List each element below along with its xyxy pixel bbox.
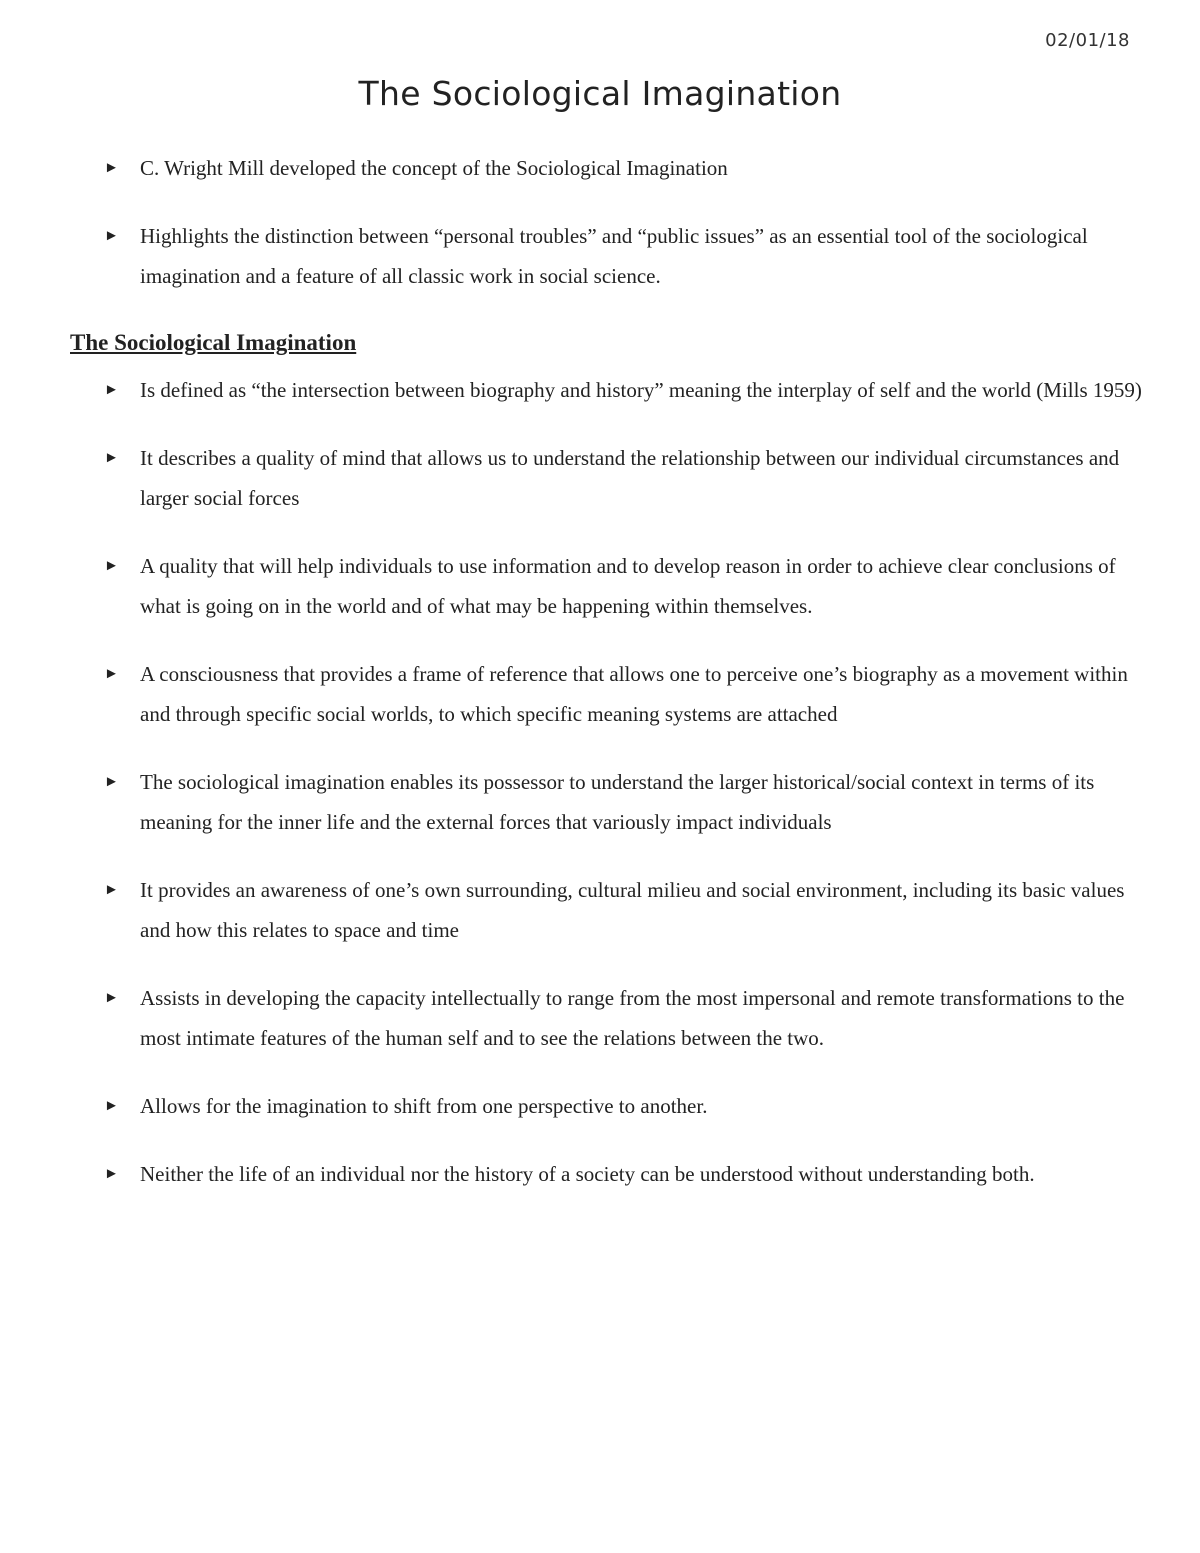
section-heading: The Sociological Imagination [70, 330, 357, 355]
list-item [102, 370, 1142, 410]
list-item-text: It describes a quality of mind that allows us to understand the relationship between our individual circumstances and larger social forces [140, 446, 1120, 510]
bullet-arrow-icon: ► [104, 160, 119, 176]
list-item [102, 1086, 1142, 1126]
list-item-text: Allows for the imagination to shift from one perspective to another. [140, 1094, 708, 1118]
list-item-text: It provides an awareness of one’s own surrounding, cultural milieu and social environment, including its basic values and how this relates to space and time [140, 878, 1125, 942]
section-bullet-list [102, 370, 1142, 1222]
list-item-text: Assists in developing the capacity intellectually to range from the most impersonal and remote transformations to the most intimate features of the human self and to see the relations between the two. [140, 986, 1125, 1050]
bullet-arrow-icon: ► [104, 882, 119, 898]
list-item-text: A quality that will help individuals to use information and to develop reason in order to achieve clear conclusions of what is going on in the world and of what may be happening within themselves. [140, 554, 1116, 618]
bullet-arrow-icon: ► [104, 450, 119, 466]
list-item [102, 216, 1142, 296]
list-item [102, 1154, 1142, 1194]
list-item-text: Is defined as “the intersection between biography and history” meaning the interplay of self and the world (Mills 1959) [140, 378, 1142, 402]
bullet-arrow-icon: ► [104, 228, 119, 244]
bullet-arrow-icon: ► [104, 382, 119, 398]
list-item [102, 978, 1142, 1058]
list-item-text: The sociological imagination enables its possessor to understand the larger historical/social context in terms of its meaning for the inner life and the external forces that variously impact individuals [140, 770, 1095, 834]
list-item [102, 762, 1142, 842]
bullet-arrow-icon: ► [104, 1166, 119, 1182]
list-item [102, 148, 1142, 188]
intro-bullet-list [102, 148, 1142, 324]
bullet-arrow-icon: ► [104, 990, 119, 1006]
list-item-text: Highlights the distinction between “personal troubles” and “public issues” as an essential tool of the sociological imagination and a feature of all classic work in social science. [140, 224, 1088, 288]
list-item-text: A consciousness that provides a frame of reference that allows one to perceive one’s biography as a movement within and through specific social worlds, to which specific meaning systems are attached [140, 662, 1128, 726]
list-item [102, 546, 1142, 626]
bullet-arrow-icon: ► [104, 1098, 119, 1114]
document-title: The Sociological Imagination [358, 74, 842, 113]
bullet-arrow-icon: ► [104, 666, 119, 682]
list-item-text: Neither the life of an individual nor the history of a society can be understood without understanding both. [140, 1162, 1035, 1186]
document-date: 02/01/18 [1045, 30, 1130, 51]
bullet-arrow-icon: ► [104, 774, 119, 790]
list-item [102, 438, 1142, 518]
list-item-text: C. Wright Mill developed the concept of the Sociological Imagination [140, 156, 728, 180]
bullet-arrow-icon: ► [104, 558, 119, 574]
list-item [102, 654, 1142, 734]
list-item [102, 870, 1142, 950]
